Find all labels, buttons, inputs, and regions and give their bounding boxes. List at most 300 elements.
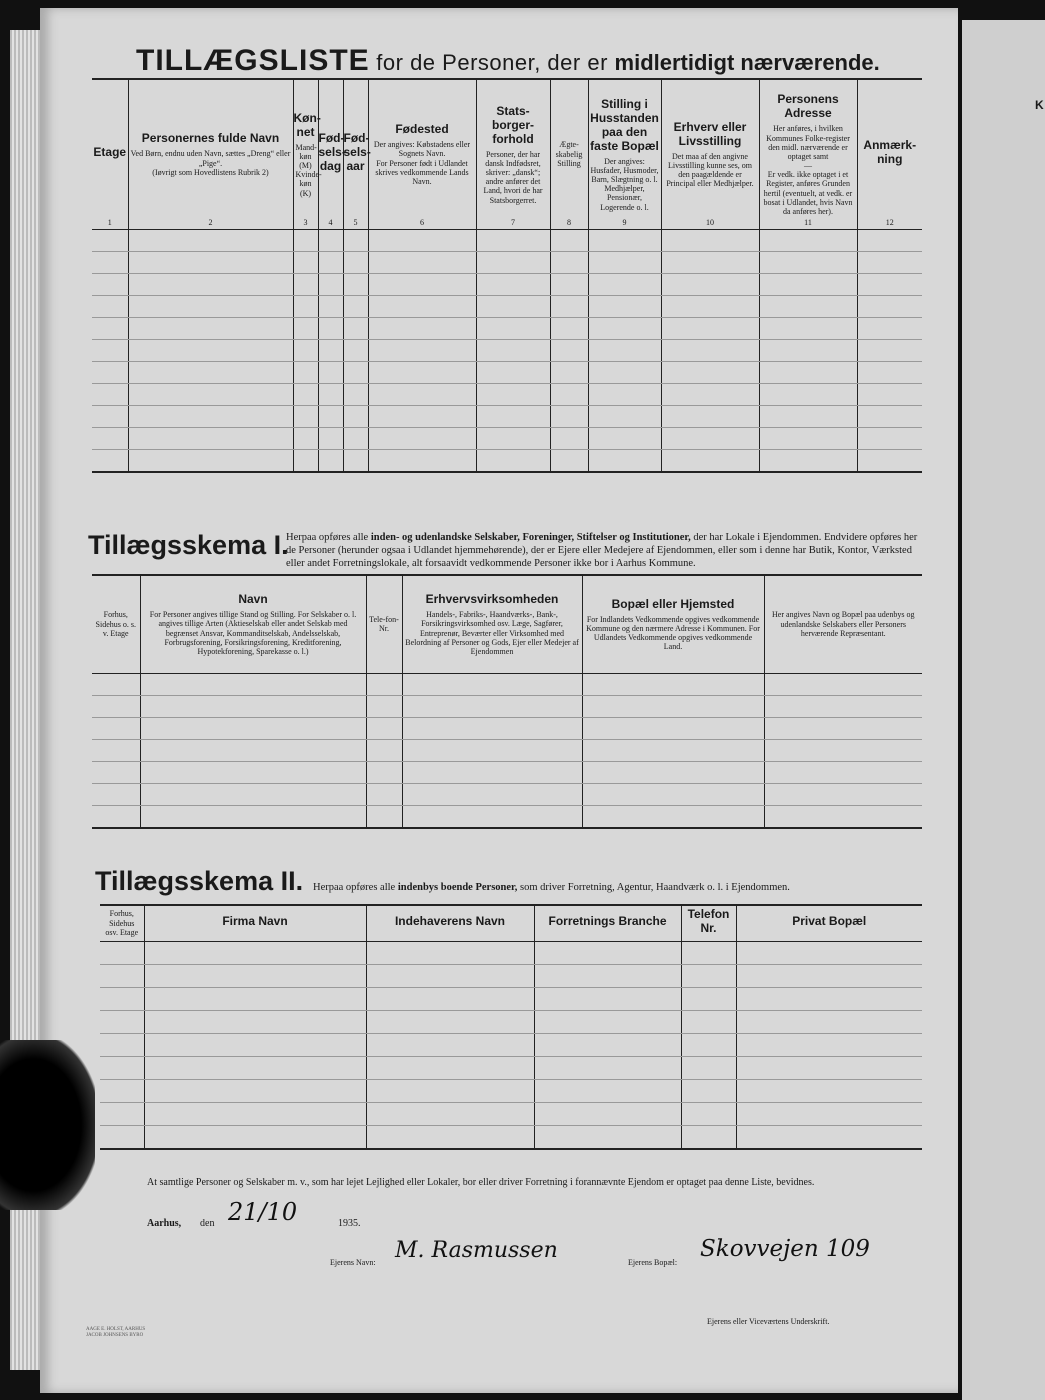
table1-cell[interactable] xyxy=(759,273,857,295)
skema2-row xyxy=(100,1033,922,1056)
skema2-cell[interactable] xyxy=(681,964,736,987)
skema1-cell[interactable] xyxy=(582,739,764,761)
table1-cell[interactable] xyxy=(588,339,661,361)
skema1-cell[interactable] xyxy=(92,761,140,783)
table2-header-row xyxy=(92,575,922,673)
skema1-cell[interactable] xyxy=(764,717,922,739)
table1-cell[interactable] xyxy=(588,251,661,273)
table1-cell[interactable] xyxy=(857,427,922,449)
skema1-cell[interactable] xyxy=(582,805,764,828)
table1-cell[interactable] xyxy=(368,361,476,383)
skema2-cell[interactable] xyxy=(736,1125,922,1149)
skema1-header-2-title: Navn xyxy=(238,592,268,607)
skema1-cell[interactable] xyxy=(764,805,922,828)
skema2-row xyxy=(100,1056,922,1079)
table1-header-11-note: Her anføres, i hvilken Kommunes Folke-register den midl. nærværende er optaget samt — Er vedk. ikke optaget i et Register, anføres Grunden hertil (eventuelt, at vedk. er bosat i Udlandet, hvis Navn da anføres her). xyxy=(763,124,853,216)
table1-cell[interactable] xyxy=(759,405,857,427)
table1-cell[interactable] xyxy=(318,427,343,449)
table1-cell[interactable] xyxy=(550,273,588,295)
table1-cell[interactable] xyxy=(343,295,368,317)
skema2-cell[interactable] xyxy=(366,987,534,1010)
table1-row xyxy=(92,339,922,361)
table1-header-10-note: Det maa af den angivne Livsstilling kunne ses, om den paagældende er Principal eller Medhjælper. xyxy=(666,151,754,189)
year-label: 1935. xyxy=(338,1218,361,1229)
table1-cell[interactable] xyxy=(759,317,857,339)
skema2-header-5-title: Telefon Nr. xyxy=(687,907,730,936)
table1-cell[interactable] xyxy=(92,427,128,449)
skema1-cell[interactable] xyxy=(402,717,582,739)
skema2-cell[interactable] xyxy=(534,987,681,1010)
page-title: TILLÆGSLISTE for de Personer, der er midlertidigt nærværende. xyxy=(136,44,880,77)
table1-cell[interactable] xyxy=(368,317,476,339)
table1-row xyxy=(92,405,922,427)
table1-cell[interactable] xyxy=(588,295,661,317)
skema2-cell[interactable] xyxy=(534,1056,681,1079)
skema1-cell[interactable] xyxy=(582,783,764,805)
skema1-cell[interactable] xyxy=(764,761,922,783)
table1-cell[interactable] xyxy=(550,295,588,317)
facing-page xyxy=(962,20,1045,1400)
table1-cell[interactable] xyxy=(550,383,588,405)
skema2-header-5 xyxy=(681,905,736,941)
table1-cell[interactable] xyxy=(92,317,128,339)
skema1-cell[interactable] xyxy=(140,805,366,828)
table1-cell[interactable] xyxy=(476,229,550,251)
table1-cell[interactable] xyxy=(550,449,588,472)
table1-row xyxy=(92,273,922,295)
table1-cell[interactable] xyxy=(759,339,857,361)
table1-cell[interactable] xyxy=(550,317,588,339)
handwritten-owner-name: M. Rasmussen xyxy=(395,1238,558,1263)
skema1-cell[interactable] xyxy=(140,695,366,717)
table1-cell[interactable] xyxy=(368,295,476,317)
skema2-cell[interactable] xyxy=(534,1010,681,1033)
table1-cell[interactable] xyxy=(318,295,343,317)
table1-cell[interactable] xyxy=(343,361,368,383)
skema2-cell[interactable] xyxy=(100,1010,144,1033)
table1-cell[interactable] xyxy=(661,229,759,251)
skema1-cell[interactable] xyxy=(764,739,922,761)
table1-cell[interactable] xyxy=(293,427,318,449)
table1-cell[interactable] xyxy=(588,229,661,251)
table1-cell[interactable] xyxy=(368,229,476,251)
skema2-row xyxy=(100,941,922,964)
table1-cell[interactable] xyxy=(476,405,550,427)
table1-cell[interactable] xyxy=(128,317,293,339)
skema1-cell[interactable] xyxy=(140,673,366,695)
skema1-cell[interactable] xyxy=(764,695,922,717)
skema1-cell[interactable] xyxy=(582,673,764,695)
skema2-cell[interactable] xyxy=(100,941,144,964)
table1-cell[interactable] xyxy=(343,229,368,251)
skema1-cell[interactable] xyxy=(140,783,366,805)
table1-header-12 xyxy=(857,79,922,229)
table1-cell[interactable] xyxy=(550,361,588,383)
table1-cell[interactable] xyxy=(368,405,476,427)
table1-header-10-number: 10 xyxy=(706,218,714,228)
table1-cell[interactable] xyxy=(318,383,343,405)
skema1-row xyxy=(92,673,922,695)
table1-header-10-title: Erhverv eller Livsstilling xyxy=(673,119,747,148)
table1-cell[interactable] xyxy=(550,339,588,361)
skema1-description: Herpaa opføres alle inden- og udenlandske Selskaber, Foreninger, Stiftelser og Institutioner, der har Lokale i Ejendommen. Endvidere opføres her de Personer (herunder ogsaa i Udlandet hjemmehørende), der er Ejere eller Medejere af Ejendommen, eller som i denne har Butik, Kontor, Værksted eller andet Forretningslokale, alt forsaavidt vedkommende Personer ikke bor i Aarhus Kommune. xyxy=(286,532,918,569)
table1-cell[interactable] xyxy=(661,273,759,295)
skema2-table xyxy=(100,904,922,1150)
skema2-header-4 xyxy=(534,905,681,941)
skema2-cell[interactable] xyxy=(736,987,922,1010)
table1-cell[interactable] xyxy=(318,449,343,472)
table1-cell[interactable] xyxy=(368,383,476,405)
table1-cell[interactable] xyxy=(368,339,476,361)
table1-cell[interactable] xyxy=(318,405,343,427)
skema1-row xyxy=(92,717,922,739)
table1-cell[interactable] xyxy=(128,339,293,361)
skema2-header-4-title: Forretnings Branche xyxy=(548,914,667,929)
table1-cell[interactable] xyxy=(128,273,293,295)
skema1-cell[interactable] xyxy=(366,717,402,739)
table1-cell[interactable] xyxy=(588,361,661,383)
skema2-cell[interactable] xyxy=(144,941,366,964)
skema2-cell[interactable] xyxy=(681,1125,736,1149)
table1-cell[interactable] xyxy=(343,383,368,405)
tillaegsliste-table xyxy=(92,78,922,473)
skema1-cell[interactable] xyxy=(402,805,582,828)
skema1-cell[interactable] xyxy=(402,695,582,717)
skema2-cell[interactable] xyxy=(144,1125,366,1149)
skema2-header-6 xyxy=(736,905,922,941)
table1-cell[interactable] xyxy=(661,427,759,449)
skema1-cell[interactable] xyxy=(366,695,402,717)
skema1-cell[interactable] xyxy=(402,739,582,761)
skema1-title: Tillægsskema I. xyxy=(88,530,289,560)
signature-label: Ejerens eller Viceværtens Underskrift. xyxy=(707,1317,830,1326)
table1-cell[interactable] xyxy=(92,251,128,273)
skema1-cell[interactable] xyxy=(92,673,140,695)
table1-header-3-title: Køn-net xyxy=(293,110,321,139)
table1-header-2-note: Ved Børn, endnu uden Navn, sættes „Dreng“ eller „Pige“. (Iøvrigt som Hovedlistens Rubrik 2) xyxy=(130,149,291,177)
table1-cell[interactable] xyxy=(128,295,293,317)
skema2-cell[interactable] xyxy=(534,1125,681,1149)
skema2-cell[interactable] xyxy=(100,1102,144,1125)
skema2-cell[interactable] xyxy=(144,964,366,987)
table1-cell[interactable] xyxy=(588,383,661,405)
skema1-cell[interactable] xyxy=(764,783,922,805)
skema2-row xyxy=(100,1079,922,1102)
table1-header-9-number: 9 xyxy=(622,218,627,228)
table1-cell[interactable] xyxy=(476,339,550,361)
skema1-cell[interactable] xyxy=(140,739,366,761)
table1-cell[interactable] xyxy=(92,295,128,317)
table1-cell[interactable] xyxy=(550,405,588,427)
table1-cell[interactable] xyxy=(759,361,857,383)
table1-cell[interactable] xyxy=(588,317,661,339)
table1-cell[interactable] xyxy=(550,229,588,251)
table1-cell[interactable] xyxy=(857,273,922,295)
skema2-cell[interactable] xyxy=(366,1125,534,1149)
handwritten-date: 21/10 xyxy=(228,1198,298,1226)
skema2-cell[interactable] xyxy=(366,1056,534,1079)
table1-header-4-number: 4 xyxy=(328,218,333,228)
table1-cell[interactable] xyxy=(92,383,128,405)
table1-cell[interactable] xyxy=(476,251,550,273)
table1-cell[interactable] xyxy=(661,295,759,317)
table1-cell[interactable] xyxy=(588,405,661,427)
table1-cell[interactable] xyxy=(293,295,318,317)
table1-header-3 xyxy=(293,79,322,229)
table1-cell[interactable] xyxy=(343,449,368,472)
table1-cell[interactable] xyxy=(128,361,293,383)
table1-cell[interactable] xyxy=(661,251,759,273)
skema1-row xyxy=(92,761,922,783)
skema1-cell[interactable] xyxy=(366,783,402,805)
table1-cell[interactable] xyxy=(588,427,661,449)
table1-cell[interactable] xyxy=(368,251,476,273)
table1-cell[interactable] xyxy=(857,361,922,383)
skema1-header-1 xyxy=(92,575,140,673)
skema2-cell[interactable] xyxy=(100,1125,144,1149)
table1-cell[interactable] xyxy=(293,383,318,405)
facing-page-letter: K xyxy=(1035,98,1044,112)
table1-cell[interactable] xyxy=(343,405,368,427)
skema2-cell[interactable] xyxy=(100,1033,144,1056)
skema1-cell[interactable] xyxy=(366,739,402,761)
skema2-cell[interactable] xyxy=(681,1033,736,1056)
table1-header-row xyxy=(92,79,922,229)
skema2-header-2 xyxy=(144,905,366,941)
skema1-cell[interactable] xyxy=(92,739,140,761)
skema2-cell[interactable] xyxy=(366,1010,534,1033)
table1-cell[interactable] xyxy=(857,383,922,405)
skema2-cell[interactable] xyxy=(681,1056,736,1079)
skema2-cell[interactable] xyxy=(534,964,681,987)
table1-cell[interactable] xyxy=(293,317,318,339)
table1-cell[interactable] xyxy=(759,295,857,317)
table1-cell[interactable] xyxy=(293,251,318,273)
skema2-description: Herpaa opføres alle indenbys boende Personer, som driver Forretning, Agentur, Haandværk o. l. i Ejendommen. xyxy=(313,882,790,893)
table1-cell[interactable] xyxy=(857,449,922,472)
table1-cell[interactable] xyxy=(476,361,550,383)
table1-cell[interactable] xyxy=(661,361,759,383)
skema1-cell[interactable] xyxy=(92,805,140,828)
table1-cell[interactable] xyxy=(318,251,343,273)
table1-cell[interactable] xyxy=(759,449,857,472)
skema2-cell[interactable] xyxy=(366,1079,534,1102)
skema2-cell[interactable] xyxy=(681,941,736,964)
skema2-cell[interactable] xyxy=(736,1010,922,1033)
table1-header-6-note: Der angives: Købstadens eller Sognets Navn. For Personer født i Udlandet skrives vedkommende Lands Navn. xyxy=(373,140,471,187)
table1-header-11 xyxy=(759,79,857,229)
table1-header-4-title: Fød-sels-dag xyxy=(318,131,346,174)
skema1-header-3 xyxy=(366,575,402,673)
table1-cell[interactable] xyxy=(343,251,368,273)
skema1-cell[interactable] xyxy=(582,761,764,783)
table1-cell[interactable] xyxy=(293,229,318,251)
table1-row xyxy=(92,361,922,383)
table1-cell[interactable] xyxy=(293,273,318,295)
skema2-cell[interactable] xyxy=(100,1079,144,1102)
skema2-cell[interactable] xyxy=(736,1056,922,1079)
table1-cell[interactable] xyxy=(857,251,922,273)
skema2-header-2-title: Firma Navn xyxy=(222,914,288,929)
skema2-cell[interactable] xyxy=(534,1079,681,1102)
table1-cell[interactable] xyxy=(476,427,550,449)
skema1-cell[interactable] xyxy=(764,673,922,695)
table1-cell[interactable] xyxy=(128,405,293,427)
skema2-cell[interactable] xyxy=(366,964,534,987)
table1-cell[interactable] xyxy=(368,273,476,295)
table1-cell[interactable] xyxy=(128,383,293,405)
skema1-cell[interactable] xyxy=(140,761,366,783)
skema1-header-6-note: Her angives Navn og Bopæl paa udenbys og udenlandske Selskabers eller Personers herværende Repræsentant. xyxy=(772,610,915,638)
certification-text: At samtlige Personer og Selskaber m. v., som har lejet Lejlighed eller Lokaler, bor eller driver Forretning i forannævnte Ejendom er optaget paa denne Liste, bevidnes. xyxy=(147,1177,815,1188)
table1-cell[interactable] xyxy=(92,449,128,472)
table1-cell[interactable] xyxy=(128,251,293,273)
skema2-cell[interactable] xyxy=(534,1102,681,1125)
table1-cell[interactable] xyxy=(318,361,343,383)
skema1-header-4-title: Erhvervsvirksomheden xyxy=(425,592,559,607)
table1-row xyxy=(92,229,922,251)
skema2-cell[interactable] xyxy=(144,1102,366,1125)
table1-cell[interactable] xyxy=(588,449,661,472)
table1-header-7-number: 7 xyxy=(511,218,515,228)
skema2-cell[interactable] xyxy=(736,1102,922,1125)
skema2-cell[interactable] xyxy=(681,987,736,1010)
skema1-cell[interactable] xyxy=(366,761,402,783)
skema1-cell[interactable] xyxy=(402,783,582,805)
table1-cell[interactable] xyxy=(857,405,922,427)
skema1-cell[interactable] xyxy=(582,695,764,717)
table1-cell[interactable] xyxy=(293,405,318,427)
skema2-cell[interactable] xyxy=(100,1056,144,1079)
table1-cell[interactable] xyxy=(661,317,759,339)
table1-cell[interactable] xyxy=(661,405,759,427)
table1-cell[interactable] xyxy=(661,383,759,405)
skema2-header-3 xyxy=(366,905,534,941)
table1-cell[interactable] xyxy=(92,339,128,361)
table1-cell[interactable] xyxy=(368,449,476,472)
skema2-cell[interactable] xyxy=(681,1010,736,1033)
table1-cell[interactable] xyxy=(128,449,293,472)
table3-header-row xyxy=(100,905,922,941)
skema2-cell[interactable] xyxy=(144,987,366,1010)
table1-cell[interactable] xyxy=(318,229,343,251)
table1-header-7 xyxy=(476,79,550,229)
table1-cell[interactable] xyxy=(368,427,476,449)
skema2-cell[interactable] xyxy=(144,1010,366,1033)
table1-header-11-title: Personens Adresse xyxy=(777,92,839,121)
printer-imprint: AAGE E. HOLST, AARHUS JACOB JOHNSENS BYRO xyxy=(86,1327,146,1338)
table1-cell[interactable] xyxy=(476,317,550,339)
table1-cell[interactable] xyxy=(759,383,857,405)
skema1-cell[interactable] xyxy=(92,717,140,739)
table1-header-2-number: 2 xyxy=(208,218,213,228)
skema1-cell[interactable] xyxy=(140,717,366,739)
table1-cell[interactable] xyxy=(343,317,368,339)
table1-cell[interactable] xyxy=(857,295,922,317)
skema2-cell[interactable] xyxy=(681,1079,736,1102)
table1-row xyxy=(92,295,922,317)
skema1-header-6 xyxy=(764,575,922,673)
table1-cell[interactable] xyxy=(857,229,922,251)
table1-cell[interactable] xyxy=(318,317,343,339)
skema2-cell[interactable] xyxy=(144,1056,366,1079)
table1-cell[interactable] xyxy=(661,339,759,361)
table1-cell[interactable] xyxy=(343,427,368,449)
table1-cell[interactable] xyxy=(661,449,759,472)
skema2-cell[interactable] xyxy=(366,941,534,964)
skema2-title: Tillægsskema II. xyxy=(95,866,304,896)
table1-cell[interactable] xyxy=(293,339,318,361)
table1-cell[interactable] xyxy=(759,251,857,273)
skema1-cell[interactable] xyxy=(402,761,582,783)
handwritten-owner-address: Skovvejen 109 xyxy=(700,1236,870,1262)
skema1-cell[interactable] xyxy=(92,695,140,717)
skema2-cell[interactable] xyxy=(736,964,922,987)
table1-cell[interactable] xyxy=(128,427,293,449)
table1-cell[interactable] xyxy=(857,317,922,339)
table1-header-12-number: 12 xyxy=(885,218,894,228)
table1-cell[interactable] xyxy=(318,339,343,361)
table1-cell[interactable] xyxy=(476,295,550,317)
table1-cell[interactable] xyxy=(92,229,128,251)
skema1-cell[interactable] xyxy=(582,717,764,739)
skema2-cell[interactable] xyxy=(534,941,681,964)
table1-header-1 xyxy=(92,79,128,229)
skema2-cell[interactable] xyxy=(681,1102,736,1125)
skema1-cell[interactable] xyxy=(402,673,582,695)
skema2-cell[interactable] xyxy=(534,1033,681,1056)
table1-cell[interactable] xyxy=(318,273,343,295)
skema2-cell[interactable] xyxy=(736,1033,922,1056)
skema2-cell[interactable] xyxy=(736,941,922,964)
skema2-cell[interactable] xyxy=(100,987,144,1010)
table1-cell[interactable] xyxy=(476,273,550,295)
skema1-cell[interactable] xyxy=(92,783,140,805)
skema2-cell[interactable] xyxy=(100,964,144,987)
skema2-cell[interactable] xyxy=(144,1033,366,1056)
table1-cell[interactable] xyxy=(550,427,588,449)
skema2-cell[interactable] xyxy=(366,1033,534,1056)
skema1-row xyxy=(92,695,922,717)
table1-cell[interactable] xyxy=(550,251,588,273)
table1-cell[interactable] xyxy=(343,273,368,295)
table1-cell[interactable] xyxy=(476,449,550,472)
table1-cell[interactable] xyxy=(759,229,857,251)
table1-cell[interactable] xyxy=(128,229,293,251)
table1-header-9 xyxy=(588,79,661,229)
table1-cell[interactable] xyxy=(293,449,318,472)
table1-cell[interactable] xyxy=(92,273,128,295)
table1-header-2 xyxy=(128,79,293,229)
table1-cell[interactable] xyxy=(293,361,318,383)
table1-cell[interactable] xyxy=(476,383,550,405)
table1-cell[interactable] xyxy=(92,405,128,427)
skema1-cell[interactable] xyxy=(366,805,402,828)
skema1-header-2 xyxy=(140,575,366,673)
skema1-cell[interactable] xyxy=(366,673,402,695)
skema2-cell[interactable] xyxy=(144,1079,366,1102)
den-label: den xyxy=(200,1218,215,1229)
table1-row xyxy=(92,383,922,405)
skema2-cell[interactable] xyxy=(736,1079,922,1102)
table1-cell[interactable] xyxy=(92,361,128,383)
table1-cell[interactable] xyxy=(588,273,661,295)
table1-cell[interactable] xyxy=(857,339,922,361)
table1-cell[interactable] xyxy=(343,339,368,361)
table1-row xyxy=(92,427,922,449)
skema2-cell[interactable] xyxy=(366,1102,534,1125)
table1-cell[interactable] xyxy=(759,427,857,449)
